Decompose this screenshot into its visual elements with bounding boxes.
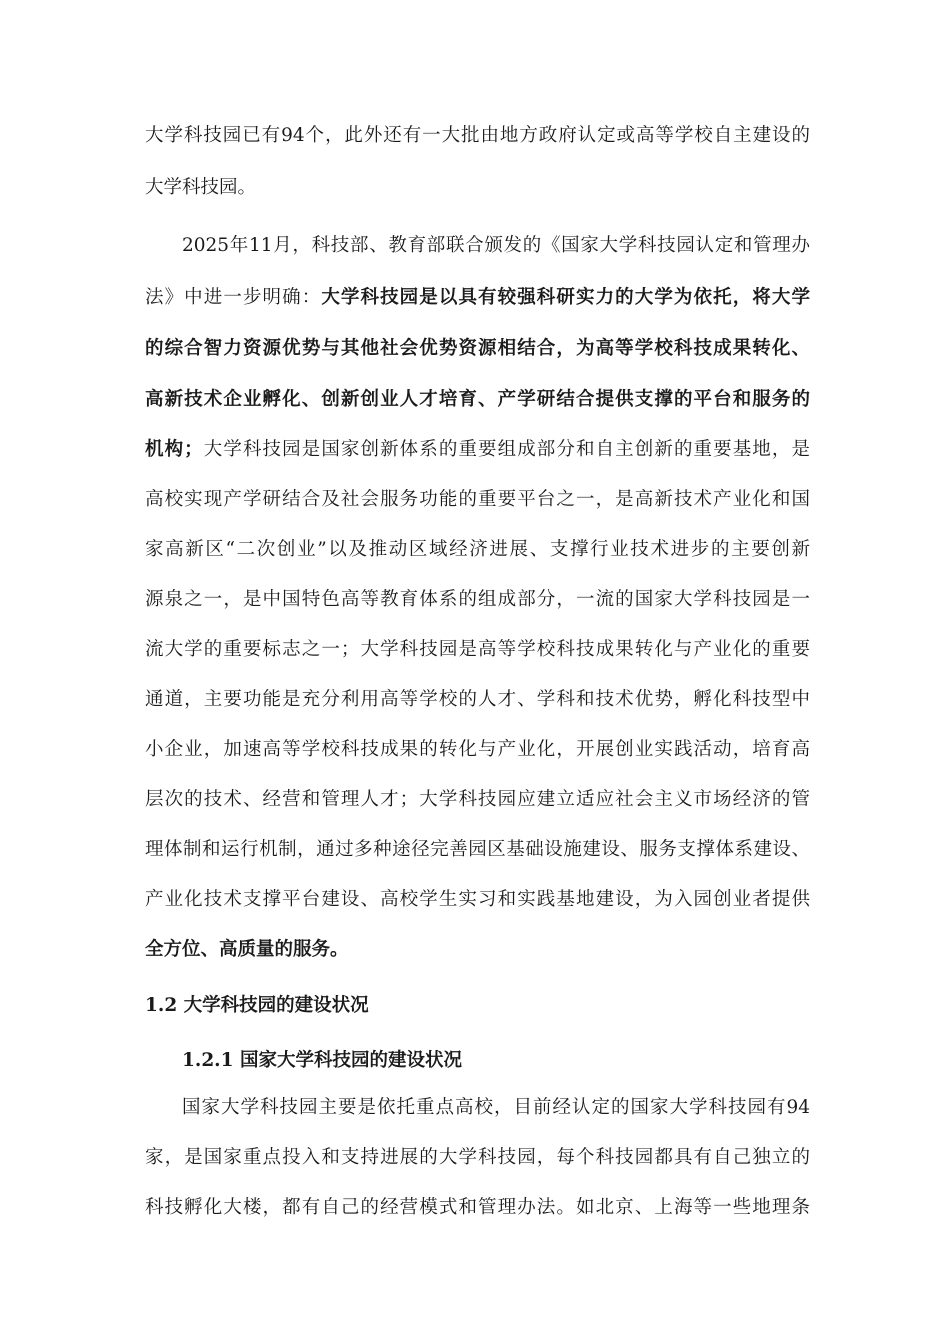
paragraph-line: 大学科技园已有94个，此外还有一大批由地方政府认定或高等学校自主建设的 [145, 125, 810, 146]
paragraph-line: 理体制和运行机制，通过多种途径完善园区基础设施建设、服务支撑体系建设、 [145, 839, 810, 860]
section-heading: 1.2 大学科技园的建设状况 [145, 995, 369, 1016]
paragraph-line-bold: 的综合智力资源优势与其他社会优势资源相结合，为高等学校科技成果转化、 [145, 338, 810, 359]
subsection-heading: 1.2.1 国家大学科技园的建设状况 [182, 1050, 462, 1071]
paragraph-line: 通道，主要功能是充分利用高等学校的人才、学科和技术优势，孵化科技型中 [145, 689, 810, 710]
paragraph-line: 科技孵化大楼，都有自己的经营模式和管理办法。如北京、上海等一些地理条 [145, 1197, 810, 1218]
paragraph-line: 源泉之一，是中国特色高等教育体系的组成部分，一流的国家大学科技园是一 [145, 589, 810, 610]
paragraph-line: 流大学的重要标志之一；大学科技园是高等学校科技成果转化与产业化的重要 [145, 639, 810, 660]
normal-text: 大学科技园是国家创新体系的重要组成部分和自主创新的重要基地，是 [202, 439, 810, 460]
paragraph-line: 大学科技园。 [145, 177, 257, 198]
bold-text: 大学科技园是以具有较强科研实力的大学为依托，将大学 [321, 287, 810, 308]
paragraph-line: 产业化技术支撑平台建设、高校学生实习和实践基地建设，为入园创业者提供 [145, 889, 810, 910]
paragraph-line: 层次的技术、经营和管理人才；大学科技园应建立适应社会主义市场经济的管 [145, 789, 810, 810]
paragraph-line [145, 286, 810, 310]
paragraph-line: 家高新区“二次创业”以及推动区域经济进展、支撑行业技术进步的主要创新 [145, 539, 810, 560]
paragraph-line: 小企业，加速高等学校科技成果的转化与产业化，开展创业实践活动，培育高 [145, 739, 810, 760]
paragraph-line [145, 438, 810, 462]
paragraph-line: 家，是国家重点投入和支持进展的大学科技园，每个科技园都具有自己独立的 [145, 1147, 810, 1168]
paragraph-line: 2025年11月，科技部、教育部联合颁发的《国家大学科技园认定和管理办 [182, 235, 810, 256]
paragraph-line-bold: 全方位、高质量的服务。 [145, 939, 349, 960]
paragraph-line: 高校实现产学研结合及社会服务功能的重要平台之一，是高新技术产业化和国 [145, 489, 810, 510]
bold-text: 机构； [145, 439, 203, 460]
paragraph-line: 国家大学科技园主要是依托重点高校，目前经认定的国家大学科技园有94 [182, 1097, 810, 1118]
normal-text: 法》中进一步明确： [145, 287, 322, 308]
paragraph-line-bold: 高新技术企业孵化、创新创业人才培育、产学研结合提供支撑的平台和服务的 [145, 389, 810, 410]
